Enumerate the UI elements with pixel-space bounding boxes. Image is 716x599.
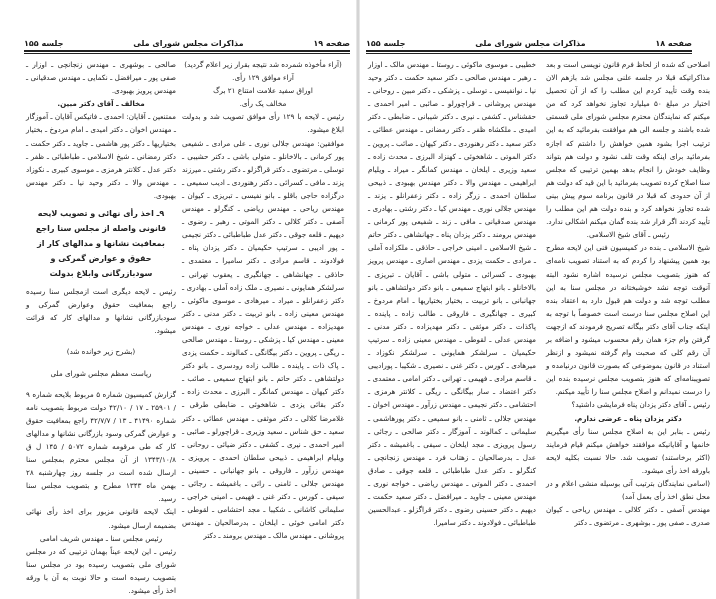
paragraph: رئیس ـ آقای شیخ الاسلامی. (586, 230, 670, 240)
right-page-column-right (546, 58, 710, 529)
paragraph: صالحی ـ بوشهری ـ مهندس زنجانچی ـ اوزار ـ صفی پور ـ میرافضل ـ نکمایی ـ مهندس صدقیانی ـ مهندس پرویز بهبودی. (26, 60, 176, 96)
paragraph: (آراء مأخوذه شمرده شد نتیجه بقرار زیر اعلام گردید) (184, 60, 342, 69)
paragraph: (اسامی نمایندگان بترتیب آتی بوسیله منشی اعلام و در محل نطق اخذ رأی بعمل آمد) (546, 479, 710, 502)
paragraph: اصلاحی که شده از لحاظ فرم قانون نویسی است و بعد مذاکراتیکه قبلا در جلسه علنی مجلس شد بازهم الان بنده وقت تأیید کردم این مطلب را که از آن تحصیل اختیار در مبلغ ۵۰ میلیارد تجاوز نخواهد کرد که من میکنم که نمایندگان محترم مجلس شورای ملی قسمتی شده باشند و جلسه الی هم موافقت بفرمائید که به این ترتیب اجرا بشود همین خواهش را داشتم که اجازه بفرمائید برای اینکه وقت تلف نشود و دولت هم بتواند وظایف خودش را انجام بدهد بهمین ترتیبی که مجلس سنا اصلاح کرده تصویب بفرمائید با این قید که دولت هم از آن حدودی که قبلا در قانون برنامه سوم پیش بینی شده تجاوز نخواهد کرد و بنده دولت هم این مطلب را تأیید کردند اگر قرار شد بنده گمان میکنم اشکالی ندارد. (545, 60, 710, 227)
paragraph: (بشرح زیر خوانده شد) (66, 347, 136, 357)
paragraph: مخالف ـ آقای دکتر مبین. (57, 99, 145, 109)
paragraph: ممتنعین ـ آقایان: احمدی ـ فاتیکس آقایان ـ آموزگار ـ مهندس اخوان ـ دکتر امیدی ـ امام مردوخ ـ بختیار بختیاریها ـ دکتر پور هاشمی ـ جاوید ـ دکتر حکمت ـ دکتر رمضانی ـ شیخ الاسلامی ـ طباطبائی ـ ظفر ـ دکتر عدل ـ کلانتر هرمزی ـ موسوی کبیری ـ نکوزاد ـ مهندس والا ـ دکتر وحید نیا ـ دکتر مهندس بهبودی. (26, 112, 176, 200)
paragraph: آراء موافق ۱۲۹ رأی. (232, 73, 294, 83)
paragraph: اوراق سفید علامت امتناع ۲۱ برگ (213, 86, 313, 96)
page-number: صفحه ۱۹ (313, 39, 350, 48)
header-rule (366, 50, 692, 54)
session-label: جلسه ۱۵۵ (24, 39, 64, 48)
paragraph: رئیس ـ لایحه با ۱۲۹ رأی موافق تصویب شد و بدولت ابلاغ میشود. (182, 112, 344, 135)
left-page-column-right (182, 58, 344, 542)
right-page-column-left (368, 58, 536, 529)
header-title: مذاکرات مجلس شورای ملی (133, 39, 244, 48)
paragraph: رئیس ـ آقای دکتر یزدان پناه فرمایشی داشتید؟ (571, 400, 710, 410)
section-title: ۹ـ اخذ رأی نهائی و تصویب لایحه قانونی واصله از مجلس سنا راجع بمعافیت نشانها و مدالهای کار از حقوق و عوارض گمرکی و سودبازرگانی وابلاغ بدولت (35, 209, 167, 279)
left-page-header (24, 34, 350, 48)
paragraph: رئیس مجلس سنا ـ مهندس شریف امامی (39, 533, 163, 543)
page-number: صفحه ۱۸ (655, 39, 692, 48)
left-page-column-left (26, 58, 176, 597)
paragraph: رئیس ـ این لایحه عیناً بهمان ترتیبی که در مجلس شورای ملی بتصویب رسیده بود در مجلس سنا بتصویب رسیده است و حالا نوبت به آن با ورقه اخذ رأی میشود. (26, 546, 176, 595)
paragraph: شیخ الاسلامی ـ بنده در کمیسیون فنی این لایحه مطرح بود همین پیشنهاد را کردم که به استناد تصویب نامه‌ای که هنوز بتصویب مجلس نرسیده اشاره نشود البته آنوقت توجه نشد خوشبختانه در مجلس سنا به این مطلب توجه شد و دولت هم قبول دارد به اعتقاد بنده این اصلاح مجلس سنا درست است خصوصاً با توجه به اینکه جناب آقای دکتر بیگانه تصریح فرمودند که ازجهت گرفتن وام جزء همان رقم محسوب میشود و اضافه بر آن رقم کلی که صحبت وام گرفته نمیشود و ازنظر استناد در قانون بموضوعی که بصورت قانون درنیامده و تصویبنامه‌ای که هنوز بتصویب مجلس نرسیده بنده این را درست نمیدانم و اصلاح مجلس سنا را تأیید میکنم. (546, 243, 710, 397)
voters-list: خطیبی ـ موسوی ماکوئی ـ روستا ـ مهندس مالک ـ اوزار ـ رهبر ـ مهندس صالحی ـ دکتر سعید حکمت ـ دکتر وحید نیا ـ نوانفیسی ـ توسلی ـ پزشکی ـ دکتر مبین ـ روحانی ـ مهندس پروشانی ـ قراچورلو ـ صائبی ـ امیر احمدی ـ حقشناس ـ کشفی ـ نیری ـ دکتر شیبانی ـ ضابطی ـ دکتر امیدی ـ ملکشاه ظفر ـ دکتر رمضانی ـ مهندس عطائی ـ دکتر سعید ـ دکتر رهنوردی ـ دکتر کیهان ـ صائب ـ پروین ـ دکتر الموتی ـ شاهخوئی ـ کهنزاد البرزی ـ محدث زاده ـ سعید وزیری ـ ایلخان ـ مهندس کمانگر ـ میراد ـ ویلیام ابراهیمی ـ مهندس والا ـ دکتر مهندس بهبودی ـ ذبیحی سلطان احمدی ـ زرگر زاده ـ دکتر زعفرانلو ـ یزند ـ مهندس جلالی نوری ـ مهندس کیا ـ دکتر رشتی ـ بهادری ـ مهندس صدقیانی ـ مافی ـ زند ـ شفیعی پور کرمانی ـ مهندس برومند ـ دکتر یزدان پناه ـ جهانشاهی ـ دکتر حاتم ـ شیخ الاسلامی ـ امینی خراجی ـ حاذقی ـ ملکزاده آملی ـ مرادی ـ حکمت یزدی ـ مهندس اصاری ـ مهندس پرویز بهبودی ـ کسرائی ـ متولی باشی ـ آقایان ـ تبریزی ـ بالاخانلو ـ بانو ابتهاج سمیعی ـ بانو دکتر دولتشاهی ـ بانو جهانبانی ـ بانو تربیت ـ بختیار بختیاریها ـ امام مردوخ ـ کبیری ـ جهانگیری ـ فاروقی ـ طالب زاده ـ پاینده ـ پاکذات ـ دکتر موثقی ـ دکتر مهدیزاده ـ دکتر مدنی ـ مهندس عدلی ـ لقوطی ـ مهندس معینی زاده ـ سرتیپ حکیمیان ـ سرلشکر همایونی ـ سرلشکر نکوزاد ـ میرهادی ـ کورس ـ دکتر غنی ـ نصیری ـ شکیبا ـ پورادیبی ـ قاسم مرادی ـ فهیمی ـ تهرانی ـ دکتر امامی ـ معتمدی ـ دکتر اعتضاد ـ سار بیگانگی ـ ریگی ـ کلانتر هرمزی ـ احتشامی ـ دکتر نجیمی ـ مهندس زرآور ـ مهندس اخوان ـ مهندس جلالی ـ ثامنی ـ بانو سمیعی ـ دکتر پورهاشمی ـ سلیمانی ـ کمالوند ـ آموزگار ـ دکتر صالحی ـ رجائی ـ رسول پرویزی ـ مجد ایلخان ـ سیفی ـ باغمیشه ـ دکتر عدل ـ بدرصالحیان ـ زهتاب فرد ـ مهندس زنجانچی ـ کنگرلو ـ دکتر عدل طباطبائی ـ قلعه جوقی ـ صادق احمدی ـ دکتر الموتی ـ مهندس ریاضی ـ خواجه نوری ـ مهندس معینی ـ جاوید ـ میرافضل ـ دکتر سعید حکمت ـ دیهیم ـ دکتر حسینی رضوی ـ دکتر قراگزلو ـ عبدالحسین طباطبائی ـ فولادوند ـ دکتر سامیرا. (368, 60, 536, 528)
voters-list: موافقین: مهندس جلالی نوری ـ علی مرادی ـ شفیعی پور کرمانی ـ بالاخانلو ـ متولی باشی ـ دکتر حشیبی ـ توسلی ـ مرتضوی ـ دکتر قراگزلو ـ دکتر رشتی ـ میرزند پزند ـ مافی ـ کسرائی ـ دکتر رهنوردی ـ ادیب سمیعی ـ درگزاده حاجی باقلو ـ بانو نفیسی ـ تبریزی ـ کیوان ـ مهندس ریاحی ـ مهندس ریاضی ـ کنگرلو ـ مهندس آصفی ـ دکتر کلالی ـ دکتر الموتی ـ رهبر ـ رضوی ـ دیهیم ـ قلعه جوقی ـ دکتر عدل طباطبائی ـ دکتر نجیمی ـ پور ادیبی ـ سرتیپ حکیمیان ـ دکتر یزدان پناه ـ فولادوند ـ قاسم مرادی ـ دکتر سامیرا ـ معتمدی ـ حاذقی ـ جهانشاهی ـ جهانگیری ـ یعقوب تهرانی ـ سرلشکر همایونی ـ نصیری ـ ملک زاده آملی ـ بهادری ـ دکتر زعفرانلو ـ میراد ـ میرهادی ـ موسوی ماکوئی ـ مهندس معینی زاده ـ بانو تربیت ـ دکتر مدنی ـ دکتر مهدیزاده ـ مهندس عدلی ـ خواجه نوری ـ مهندس معینی ـ مهندس کیا ـ پزشکی ـ روستا ـ مهندس صالحی ـ ریگی ـ پروین ـ دکتر بیگانگی ـ کمالوند ـ حکمت یزدی ـ پاک ذات ـ پاینده ـ طالب زاده رودسری ـ بانو دکتر دولتشاهی ـ دکتر حاتم ـ بانو ابتهاج سمیعی ـ صائب ـ دکتر کیهان ـ مهندس کمانگر ـ البرزی ـ محدث زاده ـ دکتر بقائی یزدی ـ شاهخوئی ـ ضابطی طرقی ـ غلامرضا کلالی ـ دکتر موثقی ـ مهندس عطائی ـ دکتر سعید ـ حق شناس ـ سعید وزیری ـ قراچورلو ـ صائبی ـ امیر احمدی ـ نیری ـ کشفی ـ دکتر ضیائی ـ روحانی ـ ویلیام ابراهیمی ـ ذبیحی سلطان احمدی ـ پرویزی ـ مهندس زرآور ـ فاروقی ـ بانو جهانبانی ـ حسینی ـ مهندس جلالی ـ ثامنی ـ رائی ـ باغمیشه ـ رجائی ـ سیفی ـ کورس ـ دکتر غنی ـ فهیمی ـ امینی خراجی ـ سلیمانی کاشانی ـ شکیبا ـ مجد احتشامی ـ لقوطی ـ دکتر امامی خوئی ـ ایلخان ـ بدرصالحیان ـ مهندس پروشانی ـ مهندس مالک ـ مهندس برومند ـ دکتر (182, 138, 344, 541)
right-page (360, 0, 716, 599)
right-page-header (366, 34, 692, 48)
session-label: جلسه ۱۵۵ (366, 39, 406, 48)
header-rule (24, 50, 350, 54)
paragraph: رئیس ـ لایحه دیگری است ازمجلس سنا رسیده راجع بمعافیت حقوق وعوارض گمرکی و سودبازرگانی نشانها و مدالهای کار که قرائت میشود. (26, 287, 176, 336)
paragraph: اینک لایحه قانونی مزبور برای اخذ رأی نهائی بضمیمه ارسال میشود. (26, 507, 176, 530)
paragraph: دکتر یزدان پناه ـ عرضی ندارم. (574, 413, 682, 423)
paragraph: مخالف یک رأی. (239, 99, 287, 109)
paragraph: ریاست معظم مجلس شورای ملی (50, 368, 152, 378)
header-title: مذاکرات مجلس شورای ملی (475, 39, 586, 48)
paragraph: گزارش کمیسیون شماره ۵ مربوط بلایحه شماره ۹ / ۲۵۹۰۱ ـ ۱۷ / ۴۲/۱۰ دولت مربوط بتصویب نامه شماره ۴۱۴۹۰ ـ ۱۳ / ۴۲/۷/۷ راجع بمعافیت حقوق و عوارض گمرکی وسود بازرگانی نشانها و مدالهای کار که طی مرقومه شماره ۵۰۷۲ / ۱۴۵ ل ق ۱۳۴۳/۱۰/۸ از آن مجلس محترم بمجلس سنا ارسال شده است در جلسه روز چهارشنبه ۲۸ بهمن ماه ۱۳۴۳ مطرح و بتصویب مجلس سنا رسید. (26, 389, 177, 504)
voters-list: مهندس آصفی ـ دکتر کلالی ـ مهندس ریاحی ـ کیوان صدری ـ صفی پور ـ بوشهری ـ مرتضوی ـ دکتر (546, 505, 710, 528)
paragraph: رئیس ـ بنابر این به اصلاح مجلس سنا رأی میگیریم خانمها و آقایانیکه موافقند خواهش میکنم قیام فرمایند (اکثر برخاستند) تصویب شد. حالا نسبت بکلیه لایحه باورقه اخذ رأی میشود. (546, 426, 710, 475)
left-page (0, 0, 356, 599)
